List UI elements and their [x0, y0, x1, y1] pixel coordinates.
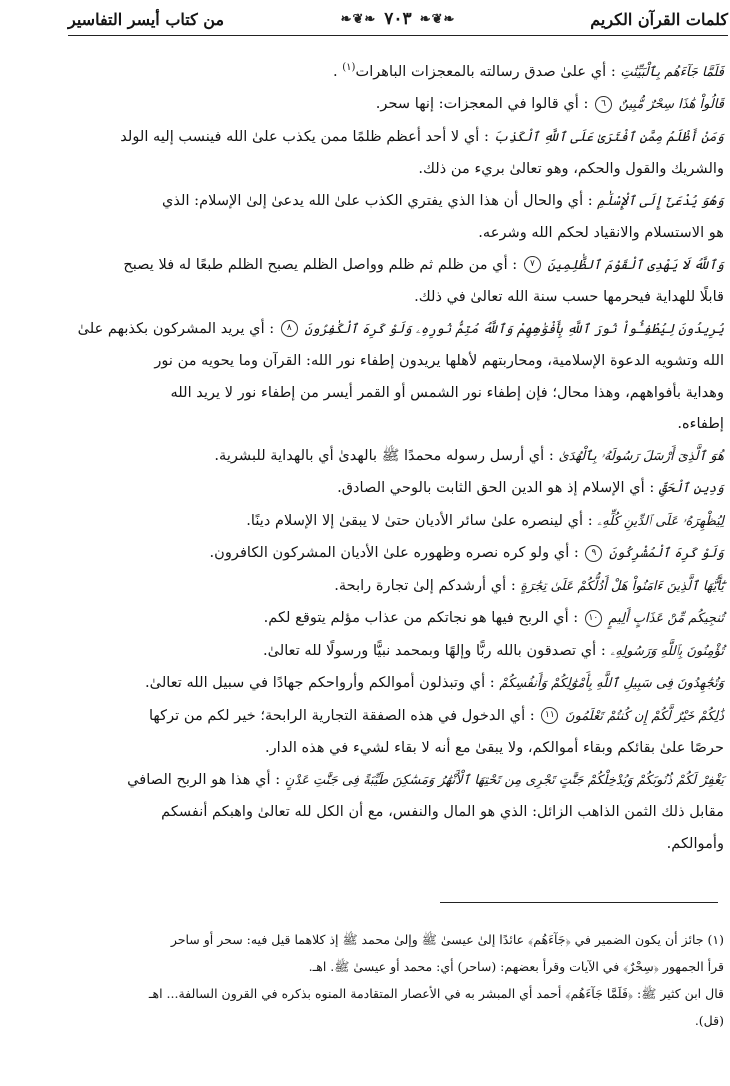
page-number-block: [341, 9, 456, 29]
footnotes: [52, 926, 724, 1034]
explanation-text: الله وتشويه الدعوة الإسلامية، ومحاربتهم لأهلها يريدون إطفاء نور الله: القرآن وما يحويه من نور: [154, 352, 724, 370]
quran-verse: هُوَ ٱلَّذِىٓ أَرْسَلَ رَسُولَهُۥ بِٱلْهُدَىٰ: [558, 448, 724, 464]
explanation-text: : أي علىٰ صدق رسالته بالمعجزات الباهرات: [355, 62, 616, 80]
explanation-text: قابلًا للهداية فيحرمها حسب سنة الله تعالىٰ في ذلك.: [414, 288, 724, 306]
entry-line: [72, 52, 724, 88]
explanation-text: : أي الربح فيها هو نجاتكم من عذاب مؤلم يتوقع لكم.: [263, 609, 579, 627]
entry-line: [72, 440, 724, 473]
explanation-text: : أي الإسلام إذ هو الدين الحق الثابت بالوحي الصادق.: [337, 479, 655, 497]
quran-verse: قَالُواْ هَٰذَا سِحْرٌ مُّبِينٌ: [618, 97, 724, 113]
header-divider: [68, 35, 728, 36]
footnote-reference: (١): [342, 62, 356, 73]
explanation-text: مقابل ذلك الثمن الذاهب الزائل: الذي هو المال والنفس، مع أن الكل لله تعالىٰ واهبكم أنفسكم: [161, 803, 724, 821]
quran-verse: وَٱللَّهُ لَا يَهْدِى ٱلْقَوْمَ ٱلظَّٰلِمِينَ: [547, 257, 724, 273]
glossary-entry: [72, 121, 724, 185]
quran-verse: فَلَمَّا جَآءَهُم بِٱلْبَيِّنَٰتِ: [620, 64, 724, 80]
quran-verse: وَتُجَٰهِدُونَ فِى سَبِيلِ ٱللَّهِ بِأَمْوَٰلِكُمْ وَأَنفُسِكُمْ: [499, 676, 724, 692]
glossary-entry: [72, 635, 724, 668]
entry-line: [72, 345, 724, 377]
entry-line: [72, 570, 724, 603]
entry-line: [72, 121, 724, 154]
footnote-line: قرأ الجمهور ﴿سِحْرٌ﴾ في الآيات وقرأ بعضهم: (ساحر) أي: محمد أو عيسىٰ ﷺ. اهـ.: [308, 959, 724, 974]
entry-line: [72, 185, 724, 218]
glossary-entry: [72, 667, 724, 700]
glossary-entry: [72, 249, 724, 313]
entry-line: [72, 764, 724, 797]
quran-verse: تُنجِيكُم مِّنْ عَذَابٍ أَلِيمٍ: [608, 611, 724, 627]
entry-line: [72, 377, 724, 409]
entry-line: [72, 700, 724, 733]
explanation-text: : أي يريد المشركون بكذبهم علىٰ: [77, 319, 275, 337]
ayah-number-marker: ٧: [524, 256, 541, 273]
footnote-divider: [440, 902, 718, 903]
quran-verse: ذَٰلِكُمْ خَيْرٌ لَّكُمْ إِن كُنتُمْ تَعْلَمُونَ: [565, 708, 724, 724]
entry-line: [72, 281, 724, 313]
entry-line: [72, 828, 724, 860]
source-title: من كتاب أيسر التفاسير: [68, 9, 225, 29]
entry-line: [72, 249, 724, 282]
glossary-entry: [72, 764, 724, 860]
explanation-text: : أي من ظلم ثم ظلم وواصل الظلم يصبح الظلم طبعًا له فلا يصبح: [123, 255, 518, 273]
explanation-text: : أي تصدقون بالله ربًّا وإلهًا وبمحمد نبيًّا ورسولًا لله تعالىٰ.: [262, 641, 606, 659]
explanation-text: هو الاستسلام والانقياد لحكم الله وشرعه.: [478, 224, 724, 242]
glossary-entry: [72, 570, 724, 603]
ornament-right-icon: ❧❦❧: [419, 11, 456, 27]
explanation-text: : أي لا أحد أعظم ظلمًا ممن يكذب علىٰ الله فينسب إليه الولد: [120, 127, 489, 145]
explanation-text: : أي الدخول في هذه الصفقة التجارية الرابحة؛ خير لكم من تركها: [148, 706, 535, 724]
quran-verse: يَغْفِرْ لَكُمْ ذُنُوبَكُمْ وَيُدْخِلْكُمْ جَنَّٰتٍ تَجْرِى مِن تَحْتِهَا ٱلْأَنْهَٰرُ وَمَسَٰكِنَ طَيِّبَةً فِى جَنَّٰتِ عَدْنٍ: [284, 772, 724, 788]
footnote-line: قال ابن كثير ﷺ: ﴿فَلَمَّا جَآءَهُم﴾ أحمد أي المبشر به في الأعصار المتقادمة المنوه بذكره في القرون السالفة... اهـ: [148, 986, 724, 1001]
entry-line: [72, 153, 724, 185]
glossary-entry: [72, 472, 724, 505]
entry-line: [72, 796, 724, 828]
quran-verse: وَدِينِ ٱلْحَقِّ: [658, 481, 724, 497]
entry-line: [72, 635, 724, 668]
entry-line: [72, 667, 724, 700]
explanation-text: : أي أرشدكم إلىٰ تجارة رابحة.: [334, 576, 516, 594]
glossary-entry: [72, 52, 724, 88]
quran-verse: وَهُوَ يُدْعَىٰٓ إِلَى ٱلْإِسْلَٰمِ: [597, 193, 724, 209]
ayah-number-marker: ٦: [595, 96, 612, 113]
explanation-text: وهداية بأفواههم، وهذا محال؛ فإن إطفاء نور الشمس أو القمر أيسر من إطفاء نور لا يريد الله: [170, 383, 724, 401]
entry-line: [72, 537, 724, 570]
page-number: ٧٠٣: [384, 9, 412, 29]
entry-line: [72, 472, 724, 505]
entry-line: [72, 88, 724, 121]
ayah-number-marker: ٨: [281, 320, 298, 337]
quran-verse: يَٰٓأَيُّهَا ٱلَّذِينَ ءَامَنُواْ هَلْ أَدُلُّكُمْ عَلَىٰ تِجَٰرَةٍ: [520, 578, 724, 594]
entry-line: [72, 505, 724, 538]
explanation-text: : أي هذا هو الربح الصافي: [127, 770, 281, 788]
quran-verse: لِيُظْهِرَهُۥ عَلَى ٱلدِّينِ كُلِّهِۦ: [597, 513, 724, 529]
quran-verse: تُؤْمِنُونَ بِٱللَّهِ وَرَسُولِهِۦ: [610, 643, 724, 659]
explanation-text: حرصًا علىٰ بقائكم وبقاء أموالكم، ولا يبقىٰ مع أنه لا بقاء لشيء في هذه الدار.: [265, 739, 724, 757]
book-title: كلمات القرآن الكريم: [590, 9, 728, 29]
explanation-text: والشريك والقول والحكم، وهو تعالىٰ بريء من ذلك.: [418, 160, 724, 178]
entry-line: [72, 602, 724, 635]
ayah-number-marker: ١١: [541, 707, 558, 724]
entry-line: [72, 217, 724, 249]
ayah-number-marker: ١٠: [585, 610, 602, 627]
punctuation: .: [332, 62, 343, 80]
glossary-entry: [72, 602, 724, 635]
glossary-entry: [72, 537, 724, 570]
glossary-entry: [72, 88, 724, 121]
footnote-line: (قل).: [694, 1013, 724, 1028]
glossary-entry: [72, 505, 724, 538]
explanation-text: : أي أرسل رسوله محمدًا ﷺ بالهدىٰ أي بالهداية للبشرية.: [214, 446, 554, 464]
explanation-text: : أي ولو كره نصره وظهوره علىٰ الأديان المشركون الكافرون.: [209, 544, 579, 562]
explanation-text: إطفاءه.: [677, 415, 724, 433]
explanation-text: : أي والحال أن هذا الذي يفتري الكذب علىٰ الله يدعىٰ إلىٰ الإسلام: الذي: [161, 191, 593, 209]
glossary-entry: [72, 313, 724, 440]
explanation-text: : أي وتبذلون أموالكم وأرواحكم جهادًا في سبيل الله تعالىٰ.: [145, 674, 495, 692]
glossary-entry: [72, 185, 724, 249]
entry-line: [72, 313, 724, 346]
glossary-body: [72, 52, 724, 859]
explanation-text: : أي قالوا في المعجزات: إنها سحر.: [375, 95, 589, 113]
entry-line: [72, 732, 724, 764]
explanation-text: : أي لينصره علىٰ سائر الأديان حتىٰ لا يبقىٰ إلا الإسلام دينًا.: [246, 511, 593, 529]
footnote-line: (١) جائز أن يكون الضمير في ﴿جَآءَهُم﴾ عائدًا إلىٰ عيسىٰ ﷺ وإلىٰ محمد ﷺ إذ كلاهما قيل فيه: سحر أو ساحر: [170, 932, 724, 947]
quran-verse: وَمَنْ أَظْلَمُ مِمَّنِ ٱفْتَرَىٰ عَلَى ٱللَّهِ ٱلْكَذِبَ: [493, 129, 724, 145]
ornament-left-icon: ❧❦❧: [340, 11, 377, 27]
quran-verse: يُرِيدُونَ لِيُطْفِـُٔواْ نُورَ ٱللَّهِ بِأَفْوَٰهِهِمْ وَٱللَّهُ مُتِمُّ نُورِهِۦ وَلَوْ كَرِهَ ٱلْكَٰفِرُونَ: [304, 321, 724, 337]
glossary-entry: [72, 440, 724, 473]
glossary-entry: [72, 700, 724, 764]
quran-verse: وَلَوْ كَرِهَ ٱلْمُشْرِكُونَ: [609, 546, 724, 562]
page-header: [68, 4, 728, 34]
entry-line: [72, 408, 724, 440]
ayah-number-marker: ٩: [585, 545, 602, 562]
explanation-text: وأموالكم.: [666, 834, 724, 852]
